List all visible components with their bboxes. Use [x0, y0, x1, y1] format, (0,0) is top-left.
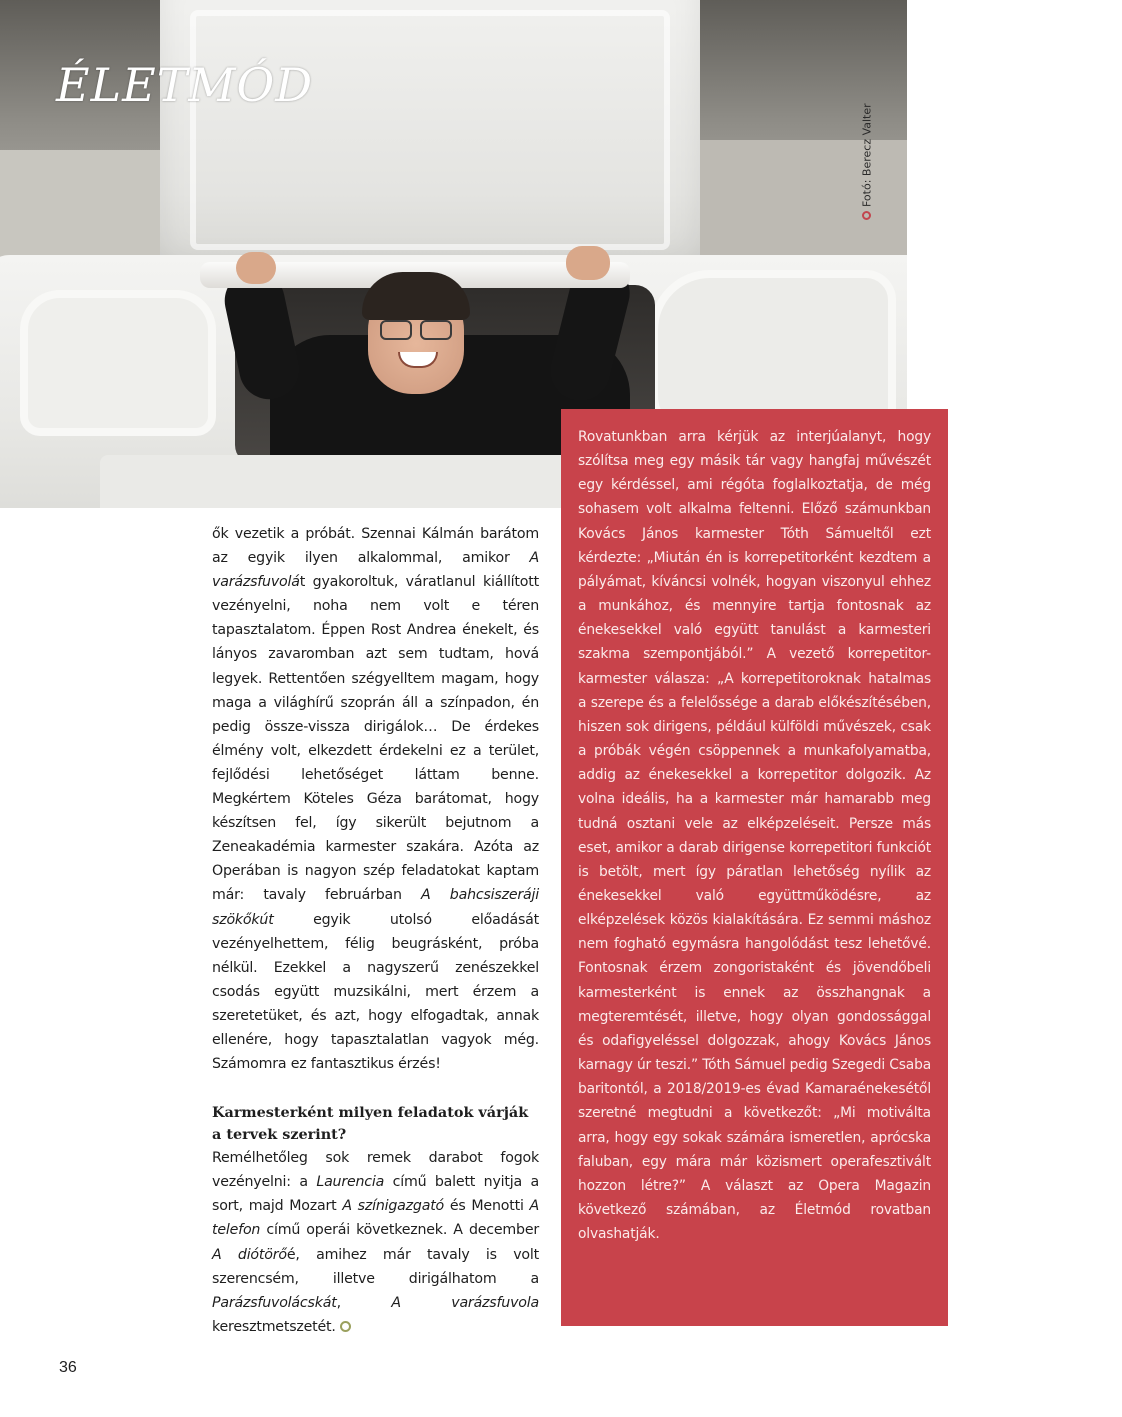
italic-title: A varázsfuvolá — [212, 550, 539, 591]
italic-title: Parázsfuvolácskát — [212, 1294, 337, 1311]
italic-title: A diótörő — [212, 1246, 287, 1263]
photo-credit-text: Fotó: Berecz Valter — [860, 103, 874, 207]
photo-person-glasses — [380, 320, 452, 338]
page-number: 36 — [59, 1359, 77, 1376]
photo-car-floor — [100, 455, 620, 508]
photo-car-hood — [160, 0, 700, 280]
photo-person-hand-left — [236, 252, 276, 284]
sidebar-text: Rovatunkban arra kérjük az interjúalanyt, hogy szólítsa meg egy másik tár vagy hangfaj művészét egy kérdéssel, ami régóta foglalkoztatja, de még sohasem volt alkalma feltenni. Előző számunkban Kovács János karmester Tóth Sámueltől ezt kérdezte: „Miután én is korrepetitorként kezdtem a pályámat, kíváncsi volnék, hogyan viszonyul ehhez a munkához, és mennyire tartja fontosnak az énekesekkel való együtt tanulást a karmesteri szakma szempontjából.” A vezető korrepetitor-karmester válasza: „A korrepetitoroknak hatalmas a szerepe és a felelőssége a darab előkészítésében, hiszen sok dirigens, például külföldi művészek, csak a próbák végén csöppennek a munkafolyamatba, addig az énekesekkel a korrepetitor dolgozik. Az volna ideális, ha a karmester már hamarabb meg tudná osztani vele az elképzeléseit. Persze más eset, amikor a darab dirigense korrepetitori funkciót is betölt, mert így páratlan lehetőség nyílik az énekesekkel való együttműködésre, az elképzelések közös kialakítására. Ez semmi máshoz nem fogható egymásra hangolódást tesz lehetővé. Fontosnak érzem zongoristaként és jövendőbeli karmesterként is ennek az összhangnak a megteremtését, illetve, hogy olyan gondossággal és odafigyeléssel dolgozzak, ahogy Kovács János karnagy úr teszi.” Tóth Sámuel pedig Szegedi Csaba baritontól, a 2018/2019-es évad Kamaraénekesétől szeretné megtudni a következőt: „Mi motiválta arra, hogy egy sokak számára ismeretlen, aprócska faluban, egy mára már közismert operafesztivált hozzon létre?” A választ az Opera Magazin következő számában, az Életmód rovatban olvashatják. — [578, 429, 931, 1243]
photo-headlight-opening-left — [20, 290, 216, 436]
camera-ring-icon — [863, 211, 872, 220]
article-paragraph: ők vezetik a próbát. Szennai Kálmán barátom az egyik ilyen alkalommal, amikor A varázsfuvolát gyakoroltuk, váratlanul kiállított vezényelni, noha nem volt e téren tapasztalatom. Éppen Rost Andrea énekelt, és lányos zavaromban azt sem tudtam, hová legyek. Rettentően szégyelltem magam, hogy maga a világhírű szoprán áll a színpadon, én pedig össze-vissza dirigálok… De érdekes élmény volt, elkezdett érdekelni ez a terület, fejlődési lehetőséget láttam benne. Megkértem Köteles Géza barátomat, hogy készítsen fel, így sikerült bejutnom a Zeneakadémia karmester szakára. Azóta az Operában is nagyon szép feladatokat kaptam már: tavaly februárban A bahcsiszeráji szökőkút egyik utolsó előadását vezényelhettem, félig beugrásként, próba nélkül. Ezekkel a nagyszerű zenészekkel csodás együtt muzsikálni, mert érzem a szeretetüket, és azt, hogy elfogadtak, annak ellenére, hogy tapasztalatlan vagyok még. Számomra ez fantasztikus érzés! — [212, 526, 539, 1073]
article-answer-text: Remélhetőleg sok remek darabot fogok vezényelni: a Laurencia című balett nyitja a sort, majd Mozart A színigazgató és Menotti A telefon című operái következnek. A december A diótörőé, amihez már tavaly is volt szerencsém, illetve dirigálhatom a Parázsfuvolácskát, A varázsfuvola keresztmetszetét. — [212, 1150, 540, 1335]
article-body — [212, 522, 539, 1339]
italic-title: A varázsfuvola — [391, 1294, 539, 1311]
italic-title: Laurencia — [316, 1174, 385, 1191]
sidebar-box — [561, 409, 948, 1326]
section-title: ÉLETMÓD — [56, 58, 314, 112]
photo-credit — [856, 90, 878, 220]
photo-person-hand-right — [566, 246, 610, 280]
italic-title: A telefon — [212, 1198, 540, 1239]
article-answer — [212, 1146, 539, 1339]
italic-title: A színigazgató — [342, 1198, 445, 1215]
italic-title: A bahcsiszeráji szökőkút — [212, 887, 539, 928]
photo-person-hair — [362, 272, 470, 320]
end-of-article-ring-icon — [340, 1321, 351, 1332]
interview-question: Karmesterként milyen feladatok várják a tervek szerint? — [212, 1104, 529, 1144]
